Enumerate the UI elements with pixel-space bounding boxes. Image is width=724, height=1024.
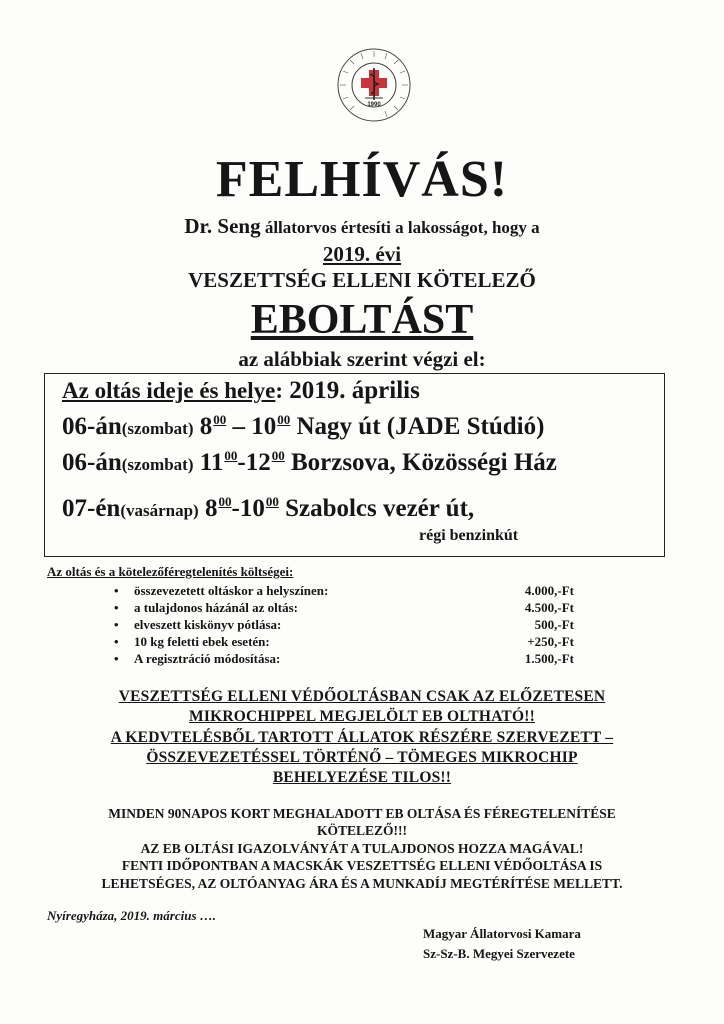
cost-item xyxy=(0,583,724,600)
cost-item xyxy=(0,617,724,634)
schedule-place: Nagy út (JADE Stúdió) xyxy=(290,413,545,440)
bullet-icon: • xyxy=(114,600,119,615)
bullet-icon: • xyxy=(114,651,119,666)
signature-line: Sz-Sz-B. Megyei Szervezete xyxy=(423,946,575,961)
seal-icon xyxy=(335,46,413,124)
svg-text:1990: 1990 xyxy=(367,102,381,108)
vaccination-heading-text: EBOLTÁST xyxy=(250,297,474,343)
cost-label: 10 kg feletti ebek esetén: xyxy=(134,634,270,649)
schedule-label: Az oltás ideje és helye xyxy=(62,378,276,403)
cost-label: elveszett kiskönyv pótlása: xyxy=(134,617,282,632)
time-end: 12 xyxy=(245,449,271,476)
schedule-day: 06-án xyxy=(62,449,122,476)
cost-price: 500,-Ft xyxy=(534,617,574,632)
notice-line: KÖTELEZŐ!!! xyxy=(316,823,407,838)
cost-price: 4.000,-Ft xyxy=(524,583,574,598)
cost-item xyxy=(0,600,724,617)
cost-item xyxy=(0,634,724,651)
warning-line xyxy=(0,708,724,726)
costs-title: Az oltás és a kötelezőféregtelenítés költségei: xyxy=(47,564,294,579)
time-end-minutes: 00 xyxy=(271,448,285,463)
cost-label: összevezetett oltáskor a helyszínen: xyxy=(134,583,329,598)
according-line: az alábbiak szerint végzi el: xyxy=(238,347,486,371)
bullet-icon: • xyxy=(114,634,119,649)
warning-text: A KEDVTELÉSBŐL TARTOTT ÁLLATOK RÉSZÉRE SZERVEZETT – xyxy=(110,729,614,746)
warning-line xyxy=(0,769,724,787)
schedule-place: Szabolcs vezér út, xyxy=(278,495,475,522)
cost-price: 1.500,-Ft xyxy=(524,651,574,666)
notice-line: FENTI IDŐPONTBAN A MACSKÁK VESZETTSÉG ELLENI VÉDŐOLTÁSA IS xyxy=(121,858,603,873)
intro-text: állatorvos értesíti a lakosságot, hogy a xyxy=(260,218,540,237)
schedule-header xyxy=(62,377,420,405)
time-start: 8 xyxy=(193,413,213,440)
intro-line xyxy=(0,214,724,239)
cost-label: a tulajdonos házánál az oltás: xyxy=(134,600,298,615)
time-separator: - xyxy=(231,495,240,522)
veterinary-chamber-logo xyxy=(335,46,413,124)
doctor-name: Dr. Seng xyxy=(184,214,261,238)
time-end: 10 xyxy=(251,413,277,440)
cost-price: 4.500,-Ft xyxy=(524,600,574,615)
schedule-row xyxy=(62,448,557,477)
schedule-day: 06-án xyxy=(62,413,122,440)
cost-label: A regisztráció módosítása: xyxy=(134,651,281,666)
signature-line: Magyar Állatorvosi Kamara xyxy=(423,926,581,941)
schedule-weekday: (vasárnap) xyxy=(120,501,199,520)
warning-text: MIKROCHIPPEL MEGJELÖLT EB OLTHATÓ!! xyxy=(189,708,535,725)
notice-line: AZ EB OLTÁSI IGAZOLVÁNYÁT A TULAJDONOS HOZZA MAGÁVAL! xyxy=(140,841,584,856)
time-separator: - xyxy=(237,449,246,476)
warning-text: ÖSSZEVEZETÉSSEL TÖRTÉNŐ – TÖMEGES MIKROCHIP xyxy=(146,749,578,766)
warning-line xyxy=(0,749,724,767)
year-line xyxy=(0,242,724,267)
warning-line xyxy=(0,729,724,747)
cost-item xyxy=(0,651,724,668)
bullet-icon: • xyxy=(114,583,119,598)
time-separator: – xyxy=(226,413,252,440)
schedule-weekday: (szombat) xyxy=(121,455,194,474)
schedule-month: 2019. április xyxy=(283,377,420,404)
schedule-place: Borzsova, Közösségi Ház xyxy=(284,449,557,476)
schedule-extra-place: régi benzinkút xyxy=(419,527,519,544)
bullet-icon: • xyxy=(114,617,119,632)
time-end: 10 xyxy=(239,495,265,522)
time-start-minutes: 00 xyxy=(213,412,227,427)
warning-text: BEHELYEZÉSE TILOS!! xyxy=(272,769,452,786)
mandatory-line: VESZETTSÉG ELLENI KÖTELEZŐ xyxy=(188,268,536,292)
schedule-day: 07-én xyxy=(62,495,121,522)
warning-text: VESZETTSÉG ELLENI VÉDŐOLTÁSBAN CSAK AZ ELŐZETESEN xyxy=(118,688,606,705)
page-title: FELHÍVÁS! xyxy=(215,151,509,208)
time-end-minutes: 00 xyxy=(277,412,291,427)
vaccination-heading xyxy=(0,296,724,344)
schedule-row xyxy=(62,494,474,523)
warning-line xyxy=(0,688,724,706)
time-end-minutes: 00 xyxy=(265,494,279,509)
time-start: 8 xyxy=(198,495,218,522)
place-date: Nyíregyháza, 2019. március …. xyxy=(47,908,216,923)
schedule-row xyxy=(62,412,544,441)
notice-line: LEHETSÉGES, AZ OLTÓANYAG ÁRA ÉS A MUNKADÍJ MEGTÉRÍTÉSE MELLETT. xyxy=(101,876,623,891)
schedule-weekday: (szombat) xyxy=(121,419,194,438)
notice-line: MINDEN 90NAPOS KORT MEGHALADOTT EB OLTÁSA ÉS FÉREGTELENÍTÉSE xyxy=(108,806,616,821)
time-start: 11 xyxy=(193,449,224,476)
time-start-minutes: 00 xyxy=(218,494,232,509)
time-start-minutes: 00 xyxy=(224,448,238,463)
cost-price: +250,-Ft xyxy=(527,634,574,649)
schedule-colon: : xyxy=(275,378,284,403)
year-text: 2019. évi xyxy=(322,242,402,266)
